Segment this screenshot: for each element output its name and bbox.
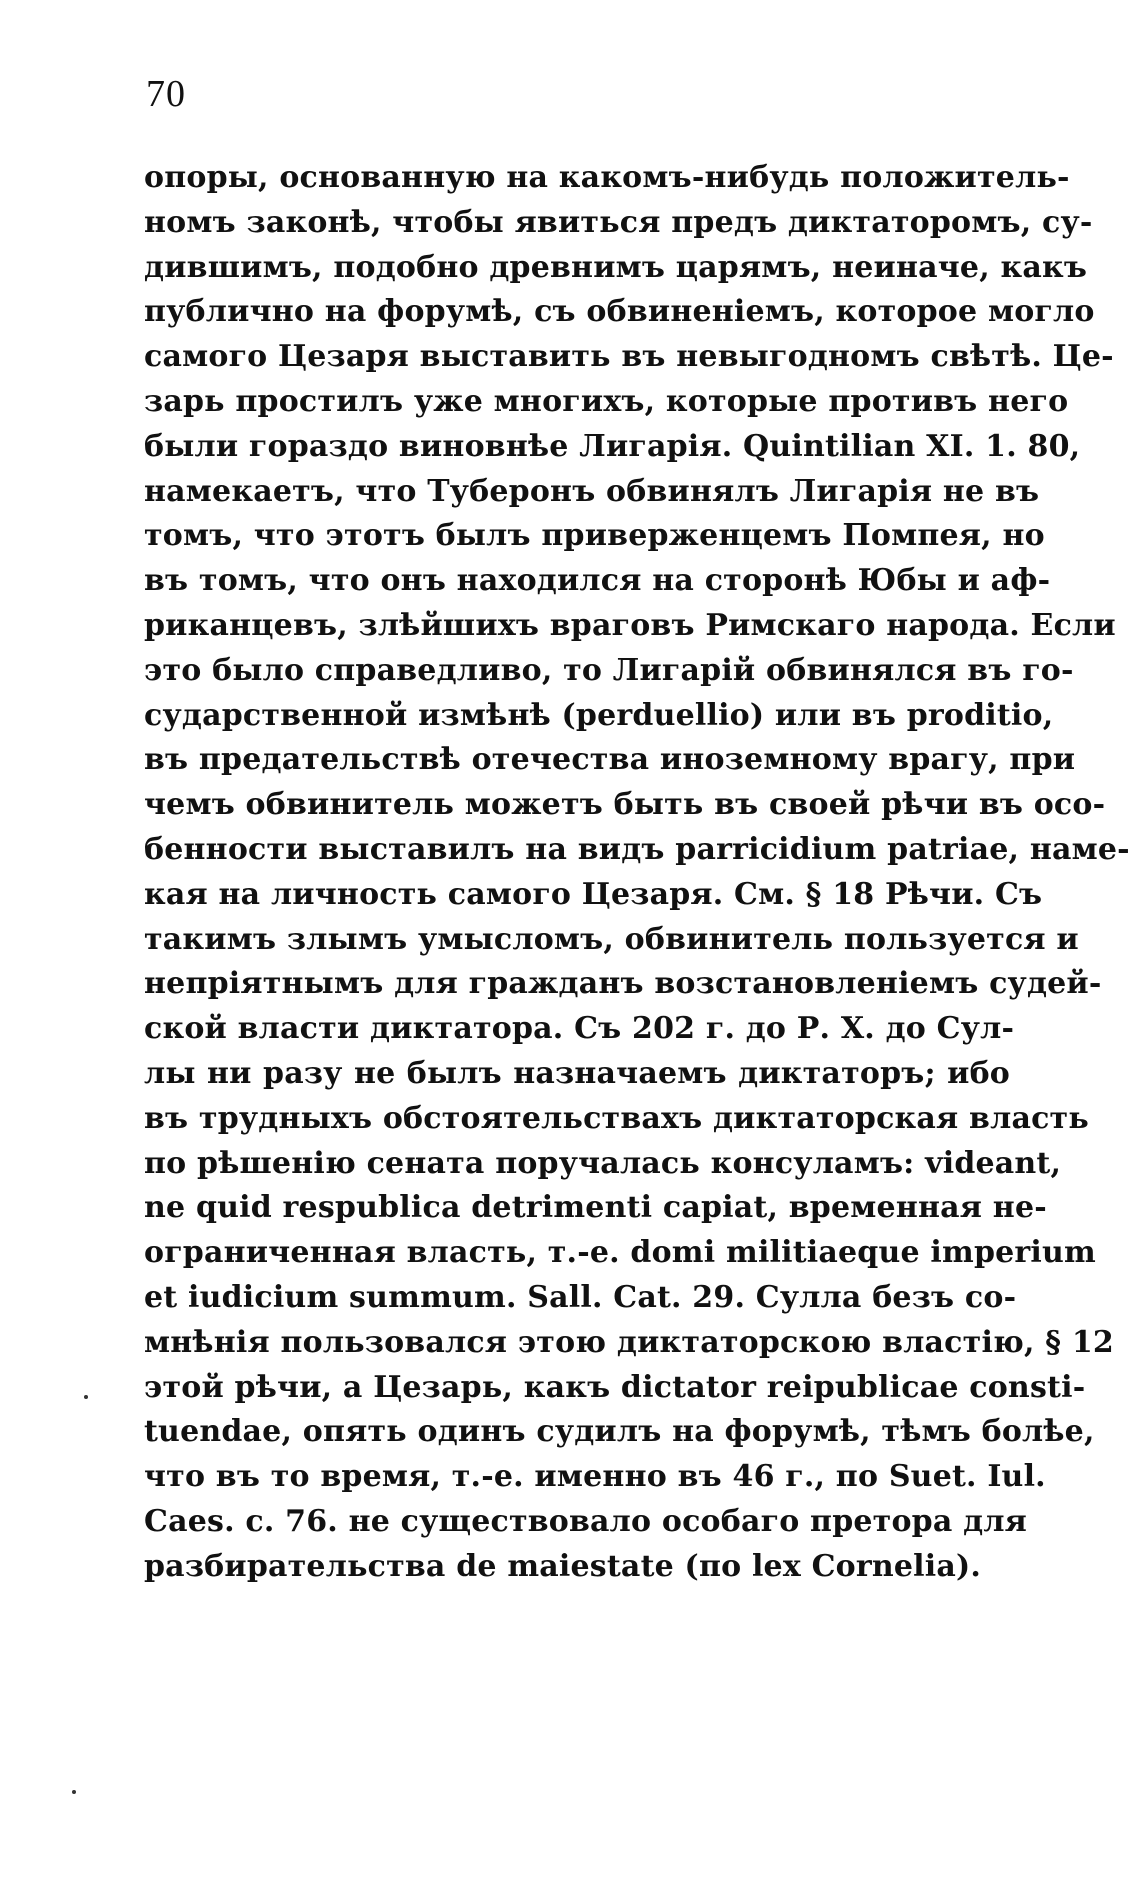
text-line: были гораздо виновнѣе Лигарія. Quintilian XI. 1. 80, xyxy=(144,428,1081,464)
text-line: мнѣнія пользовался этою диктаторскою властію, § 12 xyxy=(144,1324,1114,1360)
text-line: намекаетъ, что Туберонъ обвинялъ Лигарія не въ xyxy=(144,473,1040,509)
text-line: бенности выставилъ на видъ parricidium patriae, наме- xyxy=(144,831,1130,867)
text-line: tuendae, опять одинъ судилъ на форумѣ, тѣмъ болѣе, xyxy=(144,1414,1095,1450)
text-line: номъ законѣ, чтобы явиться предъ диктаторомъ, су- xyxy=(144,204,1093,240)
text-line: этой рѣчи, а Цезарь, какъ dictator reipublicae consti- xyxy=(144,1369,1086,1405)
text-line: ской власти диктатора. Съ 202 г. до Р. Х. до Сул- xyxy=(144,1011,1015,1047)
text-line: дившимъ, подобно древнимъ царямъ, неиначе, какъ xyxy=(144,249,1088,285)
text-line: опоры, основанную на какомъ-нибудь положитель- xyxy=(144,160,1070,195)
text-line: такимъ злымъ умысломъ, обвинитель пользуется и xyxy=(144,921,1079,957)
text-line: чемъ обвинитель можетъ быть въ своей рѣчи въ осо- xyxy=(144,787,1106,823)
text-line: риканцевъ, злѣйшихъ враговъ Римскаго народа. Если xyxy=(144,607,1116,643)
text-line: это было справедливо, то Лигарій обвинялся въ го- xyxy=(144,652,1074,688)
scan-speck xyxy=(84,1395,88,1399)
text-line: въ томъ, что онъ находился на сторонѣ Юбы и аф- xyxy=(144,563,1051,599)
scan-speck xyxy=(72,1790,76,1794)
text-line: ne quid respublica detrimenti capiat, временная не- xyxy=(144,1190,1047,1226)
body-text xyxy=(144,156,1130,1590)
text-line: самого Цезаря выставить въ невыгодномъ свѣтѣ. Це- xyxy=(144,339,1114,375)
text-line: Caes. c. 76. не существовало особаго претора для xyxy=(144,1503,1028,1539)
text-line: по рѣшенію сената поручалась консуламъ: videant, xyxy=(144,1145,1062,1181)
text-line: лы ни разу не былъ назначаемъ диктаторъ; ибо xyxy=(144,1055,1010,1091)
text-line: ограниченная власть, т.-е. domi militiaeque imperium xyxy=(144,1235,1096,1271)
text-line: въ трудныхъ обстоятельствахъ диктаторская власть xyxy=(144,1100,1089,1136)
text-line: кая на личность самого Цезаря. См. § 18 Рѣчи. Съ xyxy=(144,876,1043,912)
text-line: что въ то время, т.-е. именно въ 46 г., по Suet. Iul. xyxy=(144,1459,1046,1495)
text-line: въ предательствѣ отечества иноземному врагу, при xyxy=(144,742,1076,778)
page-number: 70 xyxy=(146,73,186,115)
text-line: разбирательства de maiestate (по lex Cornelia). xyxy=(144,1548,982,1584)
text-line: томъ, что этотъ былъ приверженцемъ Помпея, но xyxy=(144,518,1045,554)
text-line: et iudicium summum. Sall. Cat. 29. Сулла безъ со- xyxy=(144,1279,1017,1315)
text-line: зарь простилъ уже многихъ, которые противъ него xyxy=(144,383,1069,419)
text-line: непріятнымъ для гражданъ возстановленіемъ судей- xyxy=(144,966,1102,1002)
text-line: публично на форумѣ, съ обвиненіемъ, которое могло xyxy=(144,294,1095,330)
text-line: сударственной измѣнѣ (perduellio) или въ proditio, xyxy=(144,697,1054,733)
